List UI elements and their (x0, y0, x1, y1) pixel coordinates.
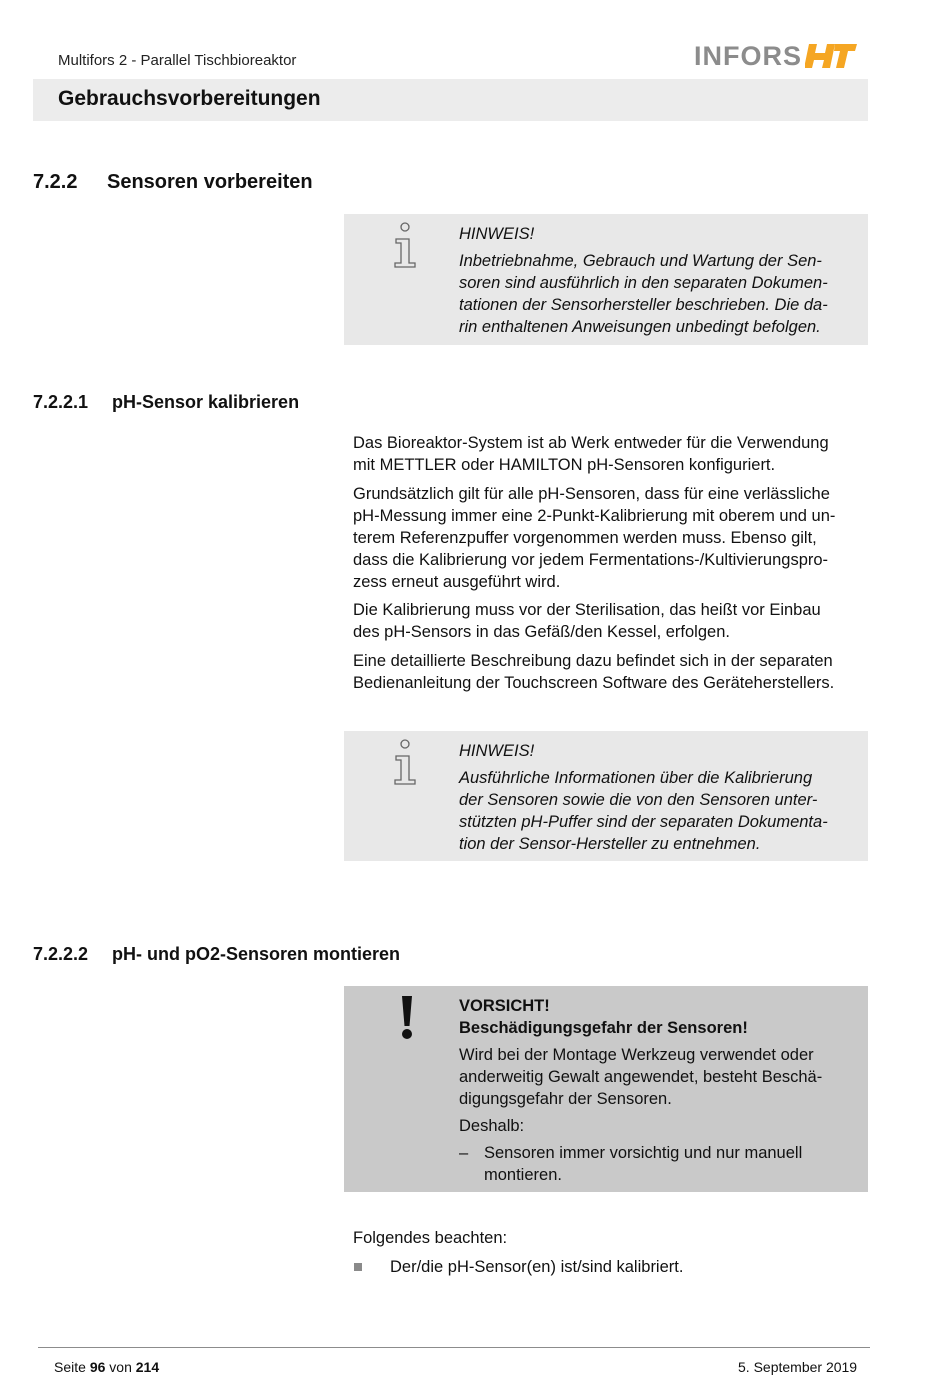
infors-ht-logo (694, 42, 857, 70)
notice-text (459, 223, 848, 338)
caution-therefore: Deshalb: (459, 1117, 525, 1135)
notice-text (459, 740, 848, 855)
info-icon (392, 739, 418, 785)
calibration-text (353, 432, 868, 700)
mounting-prerequisites (353, 1227, 868, 1278)
notice-line: rin enthaltenen Anweisungen unbedingt befolgen. (459, 318, 821, 336)
section-number: 7.2.2.2 (33, 944, 89, 964)
list-item-text: Der/die pH-Sensor(en) ist/sind kalibriert. (390, 1257, 684, 1276)
text-line: terem Referenzpuffer vorgenommen werden muss. Ebenso gilt, (353, 528, 817, 547)
caution-text (459, 995, 848, 1186)
info-icon (392, 222, 418, 268)
list-item (353, 1256, 868, 1278)
section-heading-7-2-2-1 (33, 392, 433, 416)
notice-line: Inbetriebnahme, Gebrauch und Wartung der Sen- (459, 252, 822, 270)
text-line: dass die Kalibrierung vor jedem Fermentations-/Kultivierungspro- (353, 550, 829, 569)
text-line: pH-Messung immer eine 2-Punkt-Kalibrierung mit oberem und un- (353, 506, 836, 525)
caution-subheading: Beschädigungsgefahr der Sensoren! (459, 1019, 748, 1037)
paragraph (353, 483, 868, 593)
logo-text: INFORS (694, 41, 803, 71)
page-prefix: Seite (54, 1359, 90, 1375)
notice-line: soren sind ausführlich in den separaten Dokumen- (459, 274, 828, 292)
notice-heading: HINWEIS! (459, 225, 535, 243)
section-title: pH-Sensor kalibrieren (112, 392, 300, 412)
notice-line: der Sensoren sowie die von den Sensoren unter- (459, 791, 818, 809)
text-line: des pH-Sensors in das Gefäß/den Kessel, erfolgen. (353, 623, 730, 641)
section-heading-7-2-2-2 (33, 944, 533, 968)
footer-date: 5. September 2019 (738, 1359, 858, 1375)
section-number: 7.2.2.1 (33, 392, 89, 412)
text-line: Die Kalibrierung muss vor der Sterilisation, das heißt vor Einbau (353, 601, 821, 619)
caution-box-sensor-damage (344, 986, 868, 1192)
notice-line: Ausführliche Informationen über die Kalibrierung (459, 769, 813, 787)
text-line: Grundsätzlich gilt für alle pH-Sensoren, dass für eine verlässliche (353, 484, 830, 503)
document-title: Multifors 2 - Parallel Tischbioreaktor (58, 52, 297, 69)
section-heading-7-2-2 (33, 171, 433, 197)
text-line: zess erneut ausgeführt wird. (353, 572, 561, 591)
text-line: montieren. (484, 1166, 562, 1184)
footer-divider (38, 1347, 870, 1348)
text-line: Sensoren immer vorsichtig und nur manuell (484, 1144, 803, 1162)
notice-line: stützten pH-Puffer sind der separaten Dokumenta- (459, 813, 828, 831)
notice-box-sensor-docs (344, 214, 868, 345)
text-line: Eine detaillierte Beschreibung dazu befindet sich in der separaten (353, 651, 833, 670)
caution-action-item (459, 1142, 848, 1186)
text-line: digungsgefahr der Sensoren. (459, 1090, 672, 1108)
section-title: Sensoren vorbereiten (107, 171, 313, 193)
text-line: mit METTLER oder HAMILTON pH-Sensoren konfiguriert. (353, 456, 776, 474)
dash-marker: – (459, 1144, 469, 1162)
caution-heading: VORSICHT! (459, 997, 550, 1015)
section-title: pH- und pO2-Sensoren montieren (112, 944, 401, 964)
text-line: Bedienanleitung der Touchscreen Software des Geräteherstellers. (353, 673, 835, 692)
notice-line: tationen der Sensorhersteller beschrieben. Die da- (459, 296, 828, 314)
notice-line: tion der Sensor-Hersteller zu entnehmen. (459, 835, 761, 853)
paragraph (353, 432, 868, 476)
chapter-title: Gebrauchsvorbereitungen (58, 87, 321, 110)
page-of: von (105, 1359, 136, 1375)
paragraph (353, 650, 868, 694)
intro-text: Folgendes beachten: (353, 1229, 508, 1247)
ht-logo-mark (805, 43, 857, 69)
text-line: Wird bei der Montage Werkzeug verwendet oder (459, 1046, 814, 1064)
text-line: Das Bioreaktor-System ist ab Werk entweder für die Verwendung (353, 434, 829, 452)
page-number (54, 1359, 159, 1375)
total-pages: 214 (135, 1359, 160, 1375)
exclamation-icon (399, 996, 415, 1040)
current-page: 96 (89, 1359, 106, 1375)
paragraph (353, 599, 868, 643)
section-number: 7.2.2 (33, 171, 78, 193)
caution-paragraph (459, 1044, 848, 1110)
notice-box-calibration-info (344, 731, 868, 861)
text-line: anderweitig Gewalt angewendet, besteht Beschä- (459, 1068, 823, 1086)
notice-heading: HINWEIS! (459, 742, 535, 760)
square-bullet-icon (354, 1263, 362, 1271)
